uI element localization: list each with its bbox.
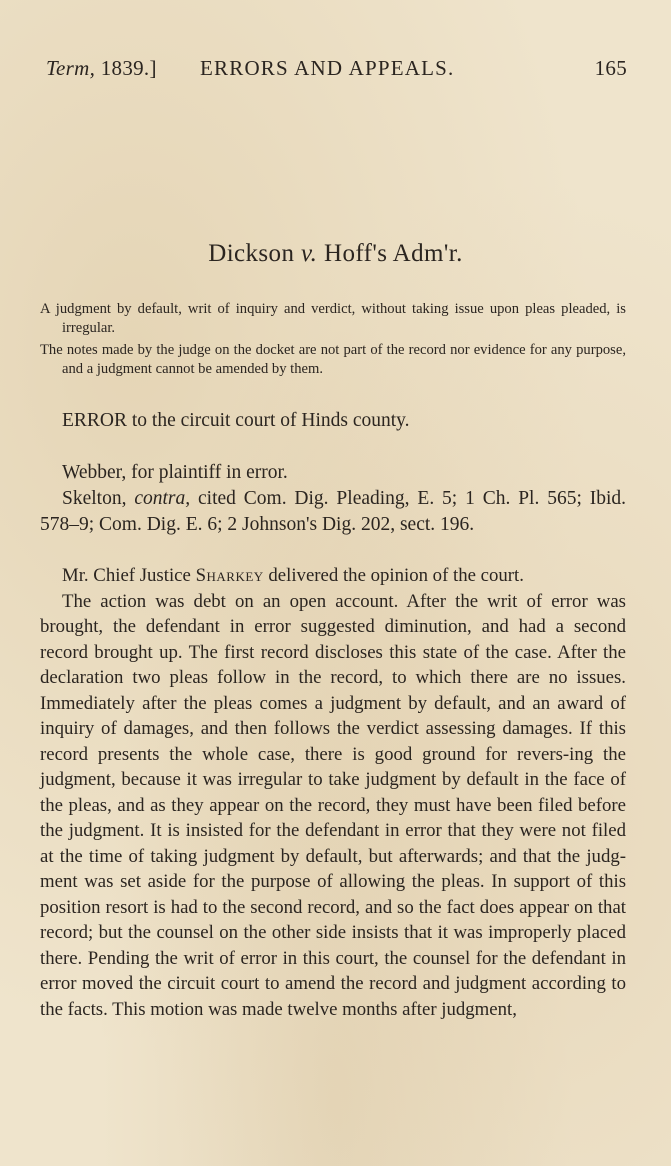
case-defendant: Hoff's Adm'r. [323,240,463,267]
justice-name: Sharkey [195,565,264,586]
header-title: ERRORS AND APPEALS. [200,56,455,80]
opinion-intro-before: Mr. Chief Justice [62,565,191,586]
opinion-intro-after: delivered the opinion of the court. [268,565,524,586]
header-term-word: Term, [46,56,96,80]
syllabus-paragraph-1: A judgment by default, writ of inquiry and verdict, without taking issue upon pleas pleaded, is irregular. [40,301,626,336]
case-title [0,240,671,268]
opinion-body: The action was debt on an open account. After the writ of error was brought, the defendant in error suggested diminution, and had a second record brought up. The first record discloses this state of the case. After the declaration two pleas follow in the record, to which there are no issues. Immediately after the pleas comes a judgment by default, and an award of inquiry of damages, and then follows the verdict assessing damages. If this record presents the whole case, there is good ground for revers-ing the judgment, because it was irregular to take judgment by default in the face of the pleas, and as they appear on the record, they must have been filed before the judgment. It is insisted for the defendant in error that they were not filed at the time of taking judgment by default, but afterwards; and that the judg-ment was set aside for the purpose of allowing the pleas. In support of this position resort is had to the second record, and so the fact does appear on that record; but the counsel on the other side insists that it was improperly placed there. Pending the writ of error in this court, the counsel for the defendant in error moved the circuit court to amend the record and judgment according to the facts. This motion was made twelve months after judgment, [40,590,626,1020]
case-plaintiff: Dickson [208,240,295,267]
syllabus [40,300,626,382]
opinion-section [40,563,626,1022]
header-term [46,56,157,81]
error-statement: ERROR to the circuit court of Hinds county. [62,410,410,431]
defendant-counsel [40,486,626,538]
case-versus: v. [301,240,318,267]
defendant-counsel-name: Skelton, [62,488,127,509]
opinion-intro [40,563,626,589]
defendant-citations: cited Com. Dig. Pleading, E. 5; 1 Ch. Pl. 565; Ibid. 578–9; Com. Dig. E. 6; 2 Johnson's Dig. 202, sect. 196. [40,488,627,535]
plaintiff-counsel: Webber, for plaintiff in error. [62,462,288,483]
syllabus-paragraph-2: The notes made by the judge on the docket are not part of the record nor evidence for any purpose, and a judgment cannot be amended by them. [40,342,626,377]
counsel-section [40,460,626,538]
header-year: 1839.] [100,56,157,80]
contra-word: contra, [134,488,191,509]
running-header [46,56,627,84]
page-number: 165 [594,56,627,80]
